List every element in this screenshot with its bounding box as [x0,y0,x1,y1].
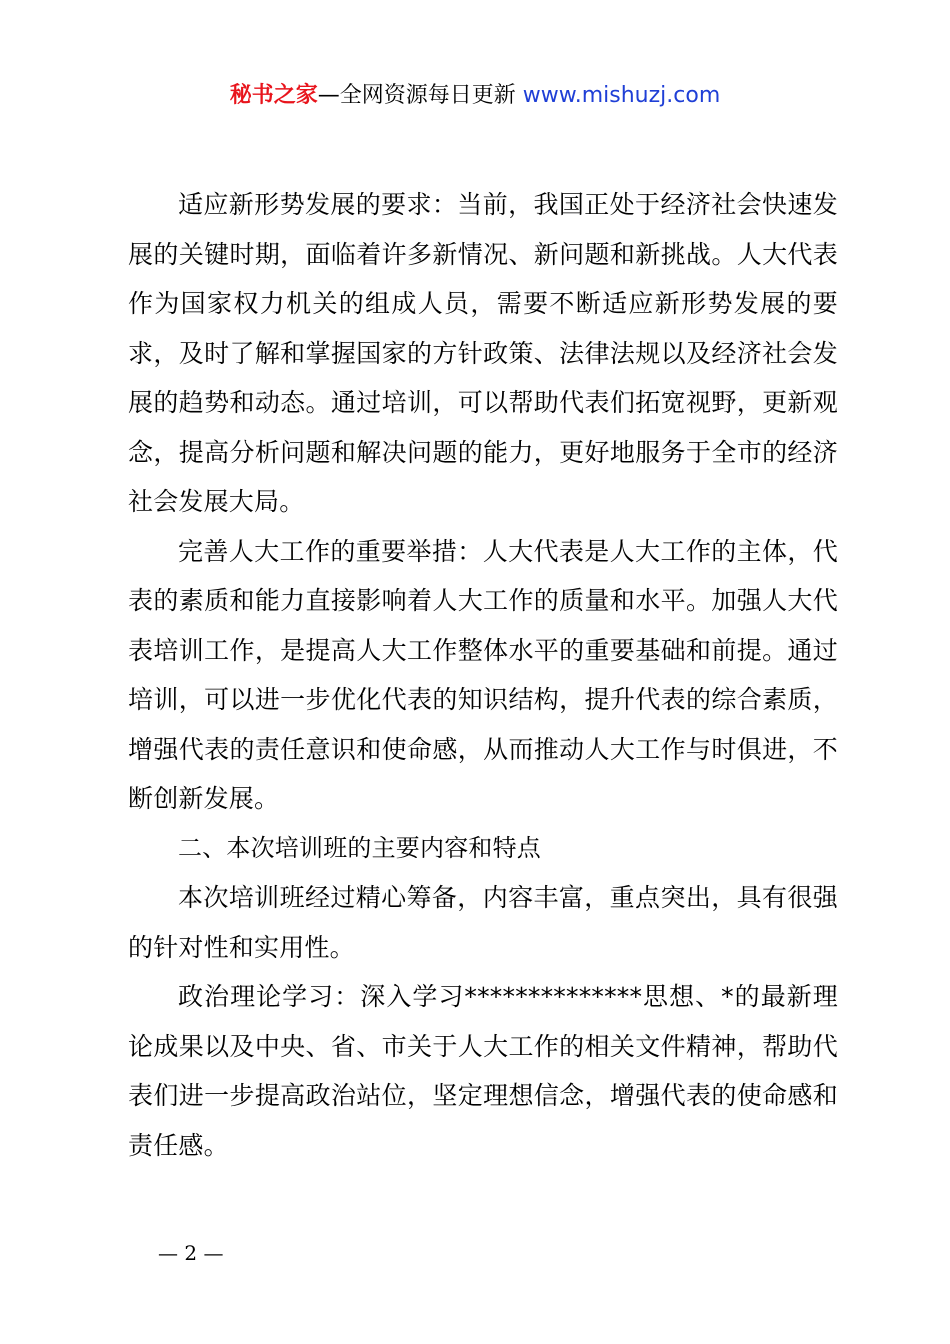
header-slogan: —全网资源每日更新 [317,83,516,108]
site-header [0,80,950,112]
site-url[interactable]: www.mishuzj.com [522,83,721,108]
brand-name: 秘书之家 [229,83,318,108]
paragraph-training-overview: 本次培训班经过精心筹备，内容丰富，重点突出，具有很强的针对性和实用性。 [128,883,838,962]
paragraph-improve-work: 完善人大工作的重要举措：人大代表是人大工作的主体，代表的素质和能力直接影响着人大工作的质量和水平。加强人大代表培训工作，是提高人大工作整体水平的重要基础和前提。通过培训，可以进一步优化代表的知识结构，提升代表的综合素质，增强代表的责任意识和使命感，从而推动人大工作与时俱进，不断创新发展。 [128,536,838,813]
page-number: — 2 — [158,1241,224,1265]
paragraph-political-theory: 政治理论学习：深入学习**************思想、*的最新理论成果以及中央、省、市关于人大工作的相关文件精神，帮助代表们进一步提高政治站位，坚定理想信念，增强代表的使命感和责任感。 [128,982,838,1160]
section-heading-2: 二、本次培训班的主要内容和特点 [178,833,541,862]
document-body [128,180,838,1170]
paragraph-new-situation: 适应新形势发展的要求：当前，我国正处于经济社会快速发展的关键时期，面临着许多新情况、新问题和新挑战。人大代表作为国家权力机关的组成人员，需要不断适应新形势发展的要求，及时了解和掌握国家的方针政策、法律法规以及经济社会发展的趋势和动态。通过培训，可以帮助代表们拓宽视野，更新观念，提高分析问题和解决问题的能力，更好地服务于全市的经济社会发展大局。 [128,190,838,516]
